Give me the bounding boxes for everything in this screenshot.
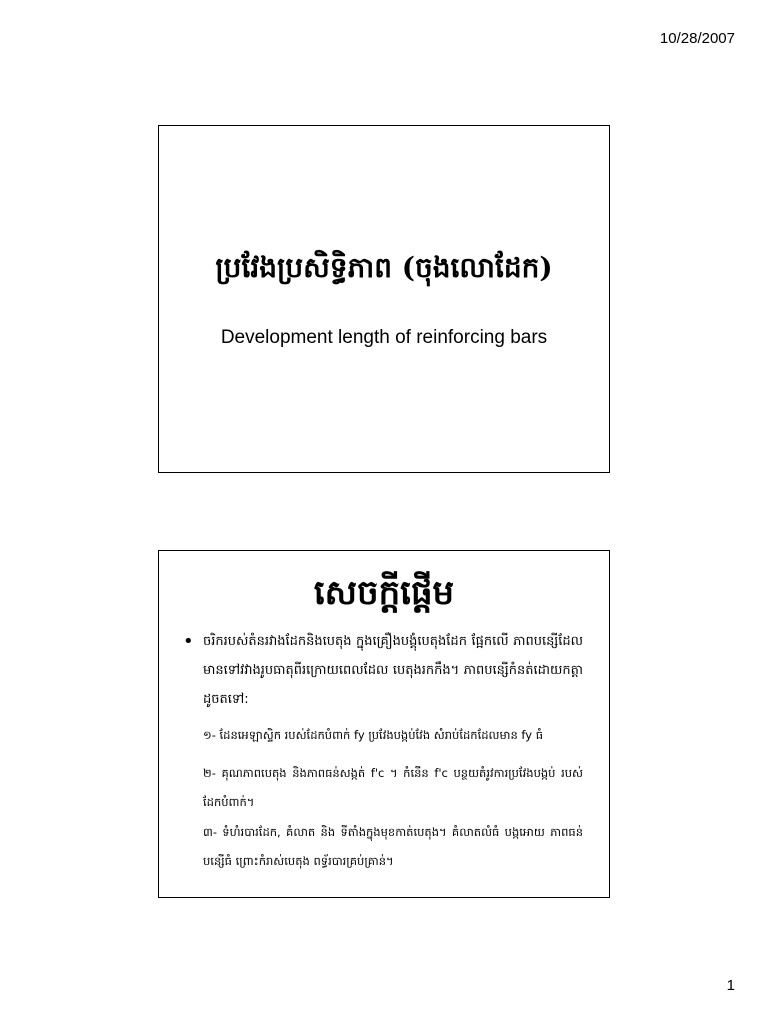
page-number: 1: [726, 977, 735, 994]
slide-subtitle-english: Development length of reinforcing bars: [220, 327, 548, 348]
intro-paragraph: ចរិករបស់តំនរវាងដែកនិងបេតុង ក្នុងគ្រឿងបង្គុំបេតុងដែក ផ្អែកលើ ភាពបន្សើដែលមានទៅវវាងរូបធាតុពីរក្រោយពេលដែល បេតុងរកកឹង។ ភាពបន្សើកំនត់ដោយកត្តាដូចតទៅ:: [203, 634, 583, 707]
list-item-factor-1: ១- ដែនអេឡាស្ទិក របស់ដែកបំពាក់ fy ប្រវែងបង្កប់វែង សំរាប់ដែកដែលមាន fy ធំ: [203, 728, 544, 742]
page-date: 10/28/2007: [659, 30, 735, 47]
slide-title-card: [158, 125, 610, 473]
list-item-factor-3: ៣- ទំហំរបារដែក, គំលាត និង ទីតាំងក្នុងមុខកាត់បេតុង។ គំលាតលំធំ បង្កអោយ ភាពធន់បន្សើធំ ព្រោះកំរាស់បេតុង ពទ្ធ័របារគ្រប់គ្រាន់។: [203, 825, 583, 868]
slide-title-khmer: ប្រវែងប្រសិទ្ធិភាព (ចុងលោដែក): [215, 251, 553, 284]
slide-heading: សេចក្តីផ្តើម: [313, 573, 455, 613]
slide-introduction: [158, 550, 610, 898]
bullet-icon: •: [183, 631, 194, 652]
list-item-factor-2: ២- គុណភាពបេតុង និងភាពធន់សង្កត់ f'c ។ កំនើន f'c បន្ថយតំរូវការប្រវែងបង្កប់ របស់ដែកបំពាក់។: [203, 766, 583, 809]
